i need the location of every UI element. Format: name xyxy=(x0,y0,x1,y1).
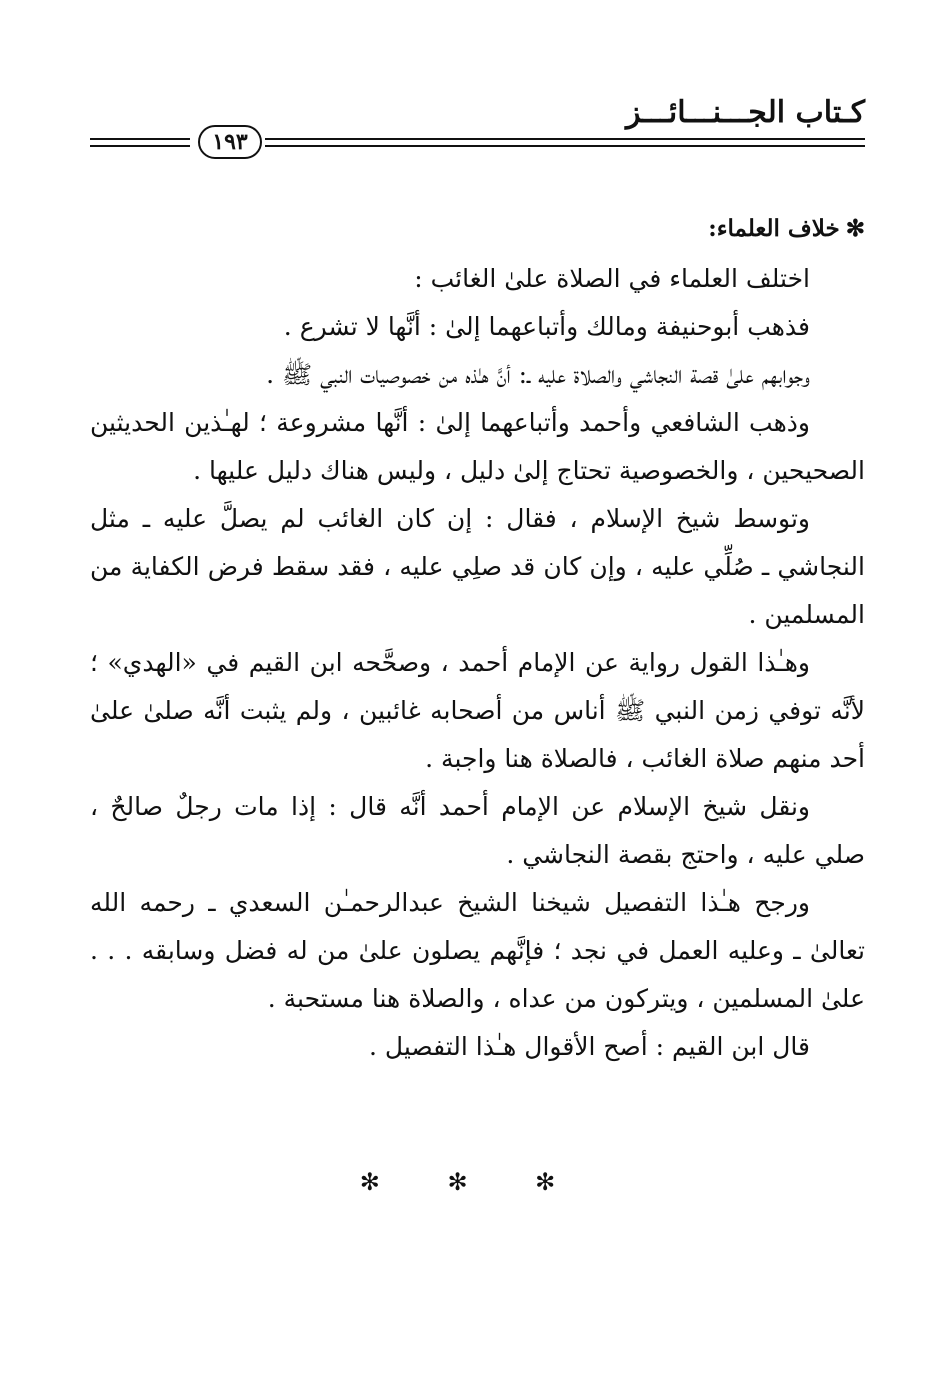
paragraph: وذهب الشافعي وأحمد وأتباعهما إلىٰ : أنَّها مشروعة ؛ لهـٰذين الحديثين الصحيحين ، والخصوصية تحتاج إلىٰ دليل ، وليس هناك دليل عليها . xyxy=(90,408,865,485)
paragraph: وهـٰذا القول رواية عن الإمام أحمد ، وصحَّحه ابن القيم في «الهدي» ؛ لأنَّه توفي زمن النبي ﷺ أناس من أصحابه غائبين ، ولم يثبت أنَّه صلىٰ علىٰ أحد منهم صلاة الغائب ، فالصلاة هنا واجبة . xyxy=(90,648,865,773)
page-header xyxy=(90,95,865,165)
paragraph: فذهب أبوحنيفة ومالك وأتباعهما إلىٰ : أنَّها لا تشرع . xyxy=(283,312,810,341)
paragraph: ونقل شيخ الإسلام عن الإمام أحمد أنَّه قال : إذا مات رجلٌ صالحٌ ، صلي عليه ، واحتج بقصة النجاشي . xyxy=(90,792,865,869)
body-text xyxy=(90,205,865,1071)
header-rule xyxy=(265,145,865,147)
section-heading xyxy=(90,205,865,253)
header-rule xyxy=(90,145,190,147)
asterisk-bullet-icon: ✻ xyxy=(845,215,865,242)
paragraph: قال ابن القيم : أصح الأقوال هـٰذا التفصيل . xyxy=(369,1032,810,1061)
paragraph: اختلف العلماء في الصلاة علىٰ الغائب : xyxy=(414,264,810,293)
paragraph: ورجح هـٰذا التفصيل شيخنا الشيخ عبدالرحمـٰن السعدي ـ رحمه الله تعالىٰ ـ وعليه العمل في نجد ؛ فإنَّهم يصلون علىٰ من له فضل وسابقه . . . علىٰ المسلمين ، ويتركون من عداه ، والصلاة هنا مستحبة . xyxy=(90,888,865,1013)
running-title: كـتاب الجـــنـــائـــز xyxy=(626,95,865,130)
section-separator: ✻ ✻ ✻ xyxy=(359,1168,586,1196)
paragraph: وجوابهم علىٰ قصة النجاشي والصلاة عليه ـ: أنَّ هـٰذه من خصوصيات النبي ﷺ . xyxy=(266,360,810,389)
page-number: ١٩٣ xyxy=(198,125,262,159)
header-rule xyxy=(90,138,190,140)
header-rule xyxy=(265,138,865,140)
section-heading-text: خلاف العلماء: xyxy=(708,215,840,242)
paragraph: وتوسط شيخ الإسلام ، فقال : إن كان الغائب لم يصلَّ عليه ـ مثل النجاشي ـ صُلِّي عليه ، وإن كان قد صلِي عليه ، فقد سقط فرض الكفاية من المسلمين . xyxy=(90,504,865,629)
